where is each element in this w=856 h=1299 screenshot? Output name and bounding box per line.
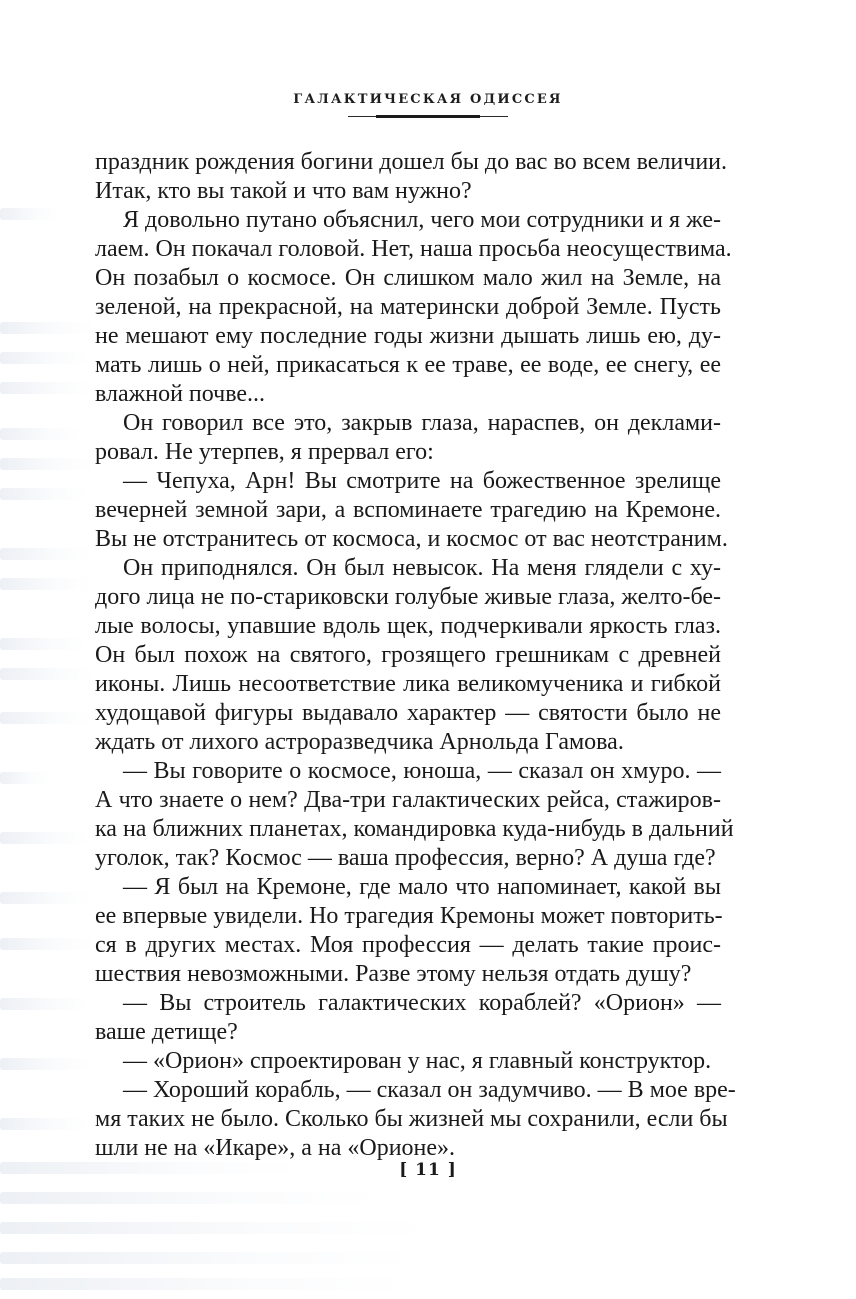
running-header	[0, 92, 856, 117]
text-line: не мешают ему последние годы жизни дышать лишь ею, ду-	[95, 323, 721, 349]
text-line: зеленой, на прекрасной, на матерински доброй Земле. Пусть	[95, 294, 721, 320]
text-line: ее впервые увидели. Но трагедия Кремоны может повторить-	[95, 903, 723, 929]
text-line: Он был похож на святого, грозящего грешникам с древней	[95, 642, 721, 668]
body-text	[95, 148, 736, 1163]
text-line: — Я был на Кремоне, где мало что напоминает, какой вы	[123, 874, 721, 900]
text-line: ждать от лихого астроразведчика Арнольда Гамова.	[95, 729, 624, 755]
text-line: иконы. Лишь несоответствие лика великомученика и гибкой	[95, 671, 721, 697]
text-line: Итак, кто вы такой и что вам нужно?	[95, 178, 472, 204]
text-line: — Чепуха, Арн! Вы смотрите на божественное зрелище	[123, 468, 721, 494]
text-line: ваше детище?	[95, 1019, 238, 1045]
text-line: А что знаете о нем? Два-три галактических рейса, стажиров-	[95, 787, 721, 813]
text-line: уголок, так? Космос — ваша профессия, верно? А душа где?	[95, 845, 716, 871]
text-line: лые волосы, упавшие вдоль щек, подчеркивали яркость глаз.	[95, 613, 721, 639]
text-line: праздник рождения богини дошел бы до вас во всем величии.	[95, 149, 728, 175]
text-line: дого лица не по-стариковски голубые живые глаза, желто-бе-	[95, 584, 721, 610]
text-line: Вы не отстранитесь от космоса, и космос от вас неотстраним.	[95, 526, 728, 552]
running-title: ГАЛАКТИЧЕСКАЯ ОДИССЕЯ	[293, 92, 563, 107]
text-line: худощавой фигуры выдавало характер — святости было не	[95, 700, 721, 726]
text-line: — «Орион» спроектирован у нас, я главный конструктор.	[123, 1048, 712, 1074]
text-line: вечерней земной зари, а вспоминаете трагедию на Кремоне.	[95, 497, 721, 523]
text-line: мать лишь о ней, прикасаться к ее траве, ее воде, ее снегу, ее	[95, 352, 721, 378]
text-line: Он позабыл о космосе. Он слишком мало жил на Земле, на	[95, 265, 721, 291]
text-line: шествия невозможными. Разве этому нельзя отдать душу?	[95, 961, 692, 987]
text-line: ровал. Не утерпев, я прервал его:	[95, 439, 434, 465]
text-line: ся в других местах. Моя профессия — делать такие проис-	[95, 932, 721, 958]
text-line: Он говорил все это, закрыв глаза, нараспев, он деклами-	[123, 410, 721, 436]
text-line: лаем. Он покачал головой. Нет, наша просьба неосуществима.	[95, 236, 732, 262]
text-line: — Вы строитель галактических кораблей? «Орион» —	[123, 990, 721, 1016]
text-line: — Хороший корабль, — сказал он задумчиво. — В мое вре-	[123, 1077, 736, 1103]
header-rule	[348, 115, 508, 117]
text-line: мя таких не было. Сколько бы жизней мы сохранили, если бы	[95, 1106, 728, 1132]
text-line: ка на ближних планетах, командировка куда-нибудь в дальний	[95, 816, 734, 842]
text-line: влажной почве...	[95, 381, 266, 407]
page-number: [ 11 ]	[399, 1160, 457, 1180]
text-line: Я довольно путано объяснил, чего мои сотрудники и я же-	[123, 207, 721, 233]
text-line: Он приподнялся. Он был невысок. На меня глядели с ху-	[123, 555, 721, 581]
text-line: — Вы говорите о космосе, юноша, — сказал он хмуро. —	[123, 758, 721, 784]
text-line: шли не на «Икаре», а на «Орионе».	[95, 1135, 456, 1161]
